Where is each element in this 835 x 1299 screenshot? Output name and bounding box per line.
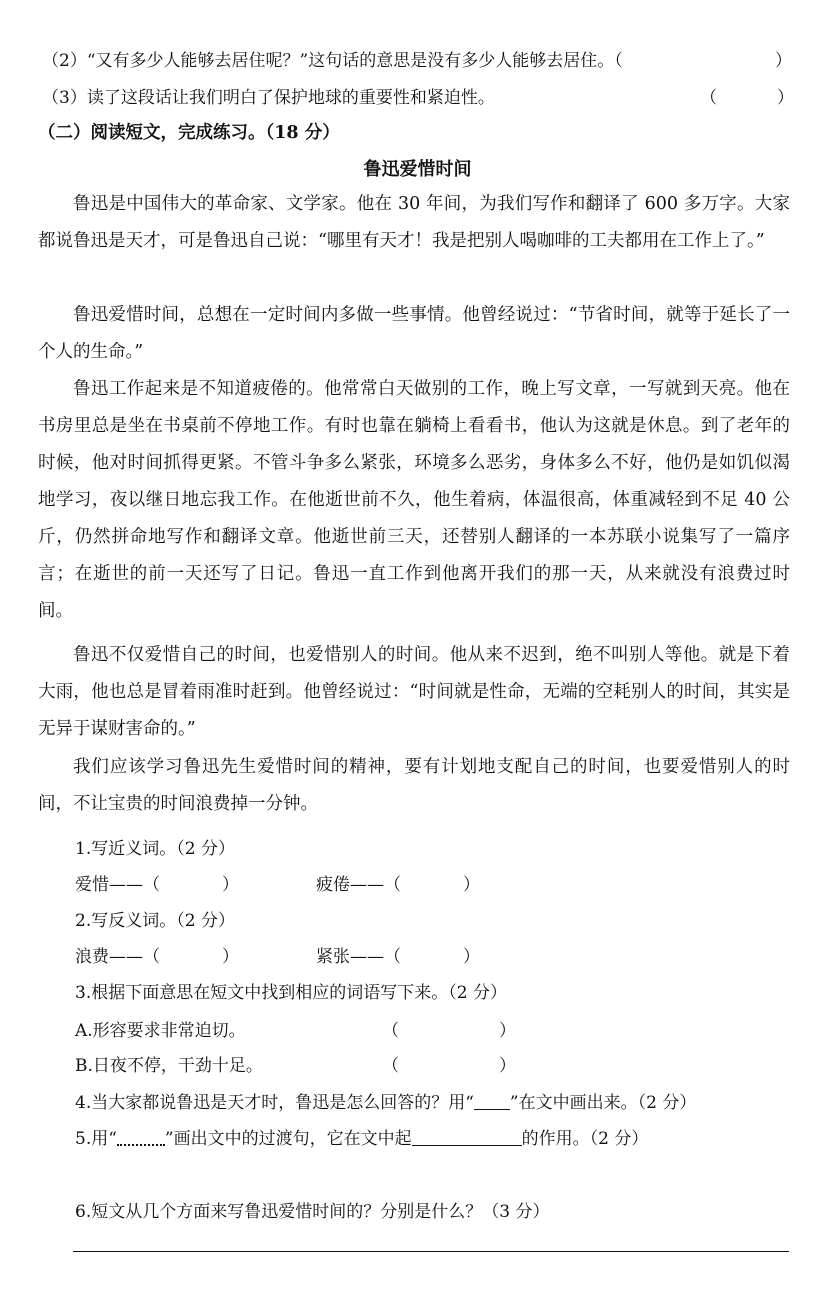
question-2-close-paren: ） <box>775 51 792 71</box>
q2-item-b: 紧张——（ ） <box>316 947 480 967</box>
q3-item-b-paren[interactable]: （ ） <box>382 1056 516 1076</box>
q3-item-a: A.形容要求非常迫切。 <box>75 1021 246 1041</box>
q3-label: 3.根据下面意思在短文中找到相应的词语写下来。（2 分） <box>75 983 507 1003</box>
q4-underline-mark <box>474 1095 510 1110</box>
article-paragraph-5: 我们应该学习鲁迅先生爱惜时间的精神，要有计划地支配自己的时间，也要爱惜别人的时间，不让宝贵的时间浪费掉一分钟。 <box>38 757 790 814</box>
q2-label: 2.写反义词。（2 分） <box>75 911 235 931</box>
q5-line: 5.用“ ”画出文中的过渡句，它在文中起 的作用。（2 分） <box>75 1129 649 1149</box>
section-heading: （二）阅读短文，完成练习。（18 分） <box>38 123 340 143</box>
q6-answer-line[interactable] <box>73 1251 789 1252</box>
q3-item-b: B.日夜不停，干劲十足。 <box>75 1056 263 1076</box>
question-3-answer-paren: （ ） <box>700 88 794 108</box>
question-3-statement <box>42 83 495 108</box>
q2-item-a: 浪费——（ ） <box>75 947 239 967</box>
q1-item-a: 爱惜——（ ） <box>75 875 239 895</box>
q5-answer-blank[interactable] <box>412 1131 522 1146</box>
question-2-text: （2）“又有多少人能够去居住呢？”这句话的意思是没有多少人能够去居住。 <box>42 51 615 71</box>
question-2-statement: （2）“又有多少人能够去居住呢？”这句话的意思是没有多少人能够去居住。（ <box>42 51 623 71</box>
q6-label: 6.短文从几个方面来写鲁迅爱惜时间的？分别是什么？（3 分） <box>75 1202 550 1222</box>
q1-label: 1.写近义词。（2 分） <box>75 839 235 859</box>
q4-line: 4.当大家都说鲁迅是天才时，鲁迅是怎么回答的？用“ ”在文中画出来。（2 分） <box>75 1093 697 1113</box>
article-paragraph-1: 鲁迅是中国伟大的革命家、文学家。他在 30 年间，为我们写作和翻译了 600 多万字。大家都说鲁迅是天才，可是鲁迅自己说：“哪里有天才！我是把别人喝咖啡的工夫都用在工作上了。” <box>38 194 790 251</box>
question-3-text: （3）读了这段话让我们明白了保护地球的重要性和紧迫性。 <box>42 88 495 108</box>
q3-item-a-paren[interactable]: （ ） <box>382 1021 516 1041</box>
article-paragraph-4: 鲁迅不仅爱惜自己的时间，也爱惜别人的时间。他从来不迟到，绝不叫别人等他。就是下着大雨，他也总是冒着雨准时赶到。他曾经说过：“时间就是性命，无端的空耗别人的时间，其实是无异于谋财害命的。” <box>38 645 790 739</box>
article-paragraph-3: 鲁迅工作起来是不知道疲倦的。他常常白天做别的工作，晚上写文章，一写就到天亮。他在书房里总是坐在书桌前不停地工作。有时也靠在躺椅上看看书，他认为这就是休息。到了老年的时候，他对时间抓得更紧。不管斗争多么紧张，环境多么恶劣，身体多么不好，他仍是如饥似渴地学习，夜以继日地忘我工作。在他逝世前不久，他生着病，体温很高，体重减轻到不足 40 公斤，仍然拼命地写作和翻译文章。他逝世前三天，还替别人翻译的一本苏联小说集写了一篇序言；在逝世的前一天还写了日记。鲁迅一直工作到他离开我们的那一天，从来就没有浪费过时间。 <box>38 379 790 621</box>
article-paragraph-2: 鲁迅爱惜时间，总想在一定时间内多做一些事情。他曾经说过：“节省时间，就等于延长了一个人的生命。” <box>38 305 790 362</box>
article-title: 鲁迅爱惜时间 <box>363 159 472 180</box>
q5-wavy-mark <box>117 1130 165 1146</box>
q1-item-b: 疲倦——（ ） <box>316 875 480 895</box>
